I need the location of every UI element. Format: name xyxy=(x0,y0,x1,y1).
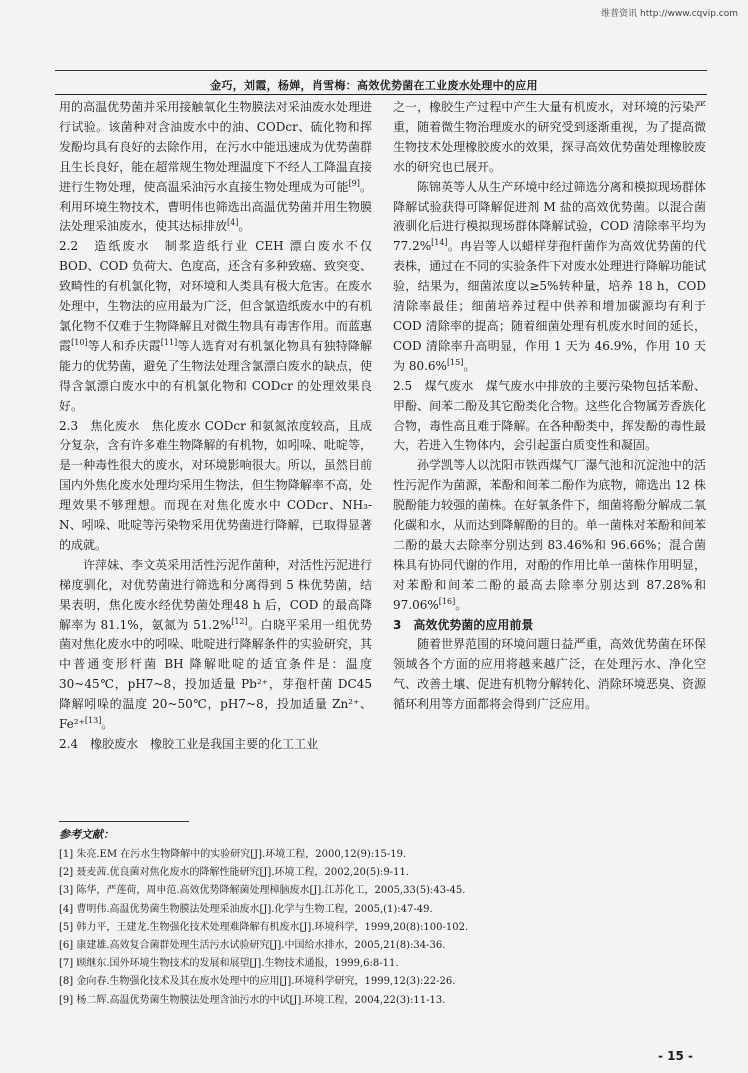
right-column xyxy=(393,98,706,715)
section-2-2: 2.2 造纸废水 制浆造纸行业 CEH 漂白废水不仅 BOD、COD 负荷大、色度高，还含有多种致癌、致突变、致畸性的有机氯化物，对环境和人类具有极大危害。在废水处理中，生物法的应用最为广泛，但含氯造纸废水中的有机氯化物不仅难于生物降解且对微生物具有毒害作用。而蓝惠霞[10]等人和乔庆霞[11]等人选育对有机氯化物具有独特降解能力的优势菌，避免了生物法处理含氯漂白废水的缺点，使得含氯漂白废水中的有机氯化物和 CODcr 的处理效果良好。 xyxy=(59,239,372,413)
reference-item: [6] 康建雄.高效复合菌群处理生活污水试验研究[J].中国给水排水，2005,21(8):34-36. xyxy=(59,940,446,952)
reference-item: [1] 朱亮.EM 在污水生物降解中的实验研究[J].环境工程，2000,12(9):15-19. xyxy=(59,849,407,860)
left-column xyxy=(59,98,372,755)
reference-item: [7] 顾继东.国外环境生物技术的发展和展望[J].生物技术通报，1999,6:8-11. xyxy=(59,958,399,970)
references-list xyxy=(59,846,699,1010)
paragraph: 陈锦英等人从生产环境中经过筛选分离和模拟现场群体降解试验获得可降解促进剂 M 盐的高效优势菌。以混合菌液驯化后进行模拟现场群体降解试验，COD 清除率平均为 77.2%[14]。冉岩等人以蜡样芽孢杆菌作为高效优势菌的代表株，通过在不同的实验条件下对废水处理进行降解功能试验，结果为，细菌浓度以≥5%转种量，培养 18 h，COD 清除率最佳；细菌培养过程中供养和增加碳源均有利于 COD 清除率的提高；随着细菌处理有机废水时间的延长，COD 清除率升高明显，作用 1 天为 46.9%，作用 10 天为 80.6%[15]。 xyxy=(393,179,706,373)
references-rule xyxy=(59,821,189,822)
reference-item: [8] 金向春.生物强化技术及其在废水处理中的应用[J].环境科学研究，1999,12(3):22-26. xyxy=(59,976,456,988)
paragraph: 之一，橡胶生产过程中产生大量有机废水，对环境的污染严重，随着微生物治理废水的研究受到逐渐重视，为了提高微生物技术处理橡胶废水的效果，探寻高效优势菌处理橡胶废水的研究也已展开。 xyxy=(393,100,706,174)
section-2-5: 2.5 煤气废水 煤气废水中排放的主要污染物包括苯酚、甲酚、间苯二酚及其它酚类化合物。这些化合物属芳香族化合物，毒性高且难于降解。在各种酚类中，挥发酚的毒性最大，若进入生物体内，会引起蛋白质变性和凝固。 xyxy=(393,378,706,453)
section-3-heading: 3 高效优势菌的应用前景 xyxy=(393,617,534,632)
reference-item: [3] 陈华，严莲荷，周申范.高效优势降解菌处理樟脑废水[J].江苏化工，2005,33(5):43-45. xyxy=(59,885,466,897)
reference-item: [9] 杨二辉.高温优势菌生物膜法处理含油污水的中试[J].环境工程，2004,22(3):11-13. xyxy=(59,994,446,1006)
paragraph: 用的高温优势菌并采用接触氧化生物膜法对采油废水处理进行试验。该菌种对含油废水中的油、CODcr、硫化物和挥发酚均具有良好的去除作用，在污水中能迅速成为优势菌群且生长良好，能在超常规生物处理温度下不经人工降温直接进行生物处理，使高温采油污水直接生物处理成为可能[9]。利用环境生物技术，曹明伟也筛选出高温优势菌并用生物膜法处理采油废水，使其达标排放[4]。 xyxy=(59,100,372,234)
reference-item: [5] 韩力平，王建龙.生物强化技术处理难降解有机废水[J].环境科学，1999,20(8):100-102. xyxy=(59,921,469,933)
page-number: - 15 - xyxy=(658,1049,694,1063)
reference-item: [2] 聂麦茜.优良菌对焦化废水的降解性能研究[J].环境工程，2002,20(5):9-11. xyxy=(59,867,410,879)
running-head: 金巧，刘霞，杨婵，肖雪梅：高效优势菌在工业废水处理中的应用 xyxy=(210,79,538,92)
references-title: 参考文献： xyxy=(59,828,114,841)
header-rule-bottom xyxy=(55,94,707,95)
reference-item: [4] 曹明伟.高温优势菌生物膜法处理采油废水[J].化学与生物工程，2005,(1):47-49. xyxy=(59,903,433,915)
section-2-3: 2.3 焦化废水 焦化废水 CODcr 和氨氮浓度较高，且成分复杂，含有许多难生物降解的有机物，如吲哚、吡啶等，是一种毒性很大的废水，对环境影响很大。所以，虽然目前国内外焦化废水处理均采用生物法，但生物降解率不高，处理效果不够理想。而现在对焦化废水中 CODcr、NH₃-N、吲哚、吡啶等污染物采用优势菌进行降解，已取得显著的成就。 xyxy=(59,418,372,552)
watermark: 维普资讯 http://www.cqvip.com xyxy=(601,9,738,19)
paragraph: 随着世界范围的环境问题日益严重，高效优势菌在环保领域各个方面的应用将越来越广泛，在处理污水、净化空气、改善土壤、促进有机物分解转化、消除环境恶臭、资源循环利用等方面都将会得到广泛应用。 xyxy=(393,637,706,712)
paragraph: 孙学凯等人以沈阳市铁西煤气厂瀑气池和沉淀池中的活性污泥作为菌源，苯酚和间苯二酚作为底物，筛选出 12 株脱酚能力较强的菌株。在好氧条件下，细菌将酚分解成二氧化碳和水，从而达到降解酚的目的。单一菌株对苯酚和间苯二酚的最大去除率分别达到 83.46%和 96.66%；混合菌株具有协同代谢的作用，对酚的作用比单一菌株作用明显，对苯酚和间苯二酚的最高去除率分别达到 87.28%和 97.06%[16]。 xyxy=(393,458,706,612)
paragraph: 许萍妹、李文英采用活性污泥作菌种，对活性污泥进行梯度驯化，对优势菌进行筛选和分离得到 5 株优势菌，结果表明，焦化废水经优势菌处理48 h 后，COD 的最高降解率为 81.1%，氨氮为 51.2%[12]。白晓平采用一组优势菌对焦化废水中的吲哚、吡啶进行降解条件的实验研究，其中普通变形杆菌 BH 降解吡啶的适宜条件是：温度 30~45℃，pH7~8，投加适量 Pb²⁺，芽孢杆菌 DC45 降解吲哚的温度 20~50℃，pH7~8，投加适量 Zn²⁺、Fe²⁺[13]。 xyxy=(59,557,372,732)
section-2-4: 2.4 橡胶废水 橡胶工业是我国主要的化工工业 xyxy=(59,737,319,751)
header-rule-top xyxy=(55,70,707,71)
